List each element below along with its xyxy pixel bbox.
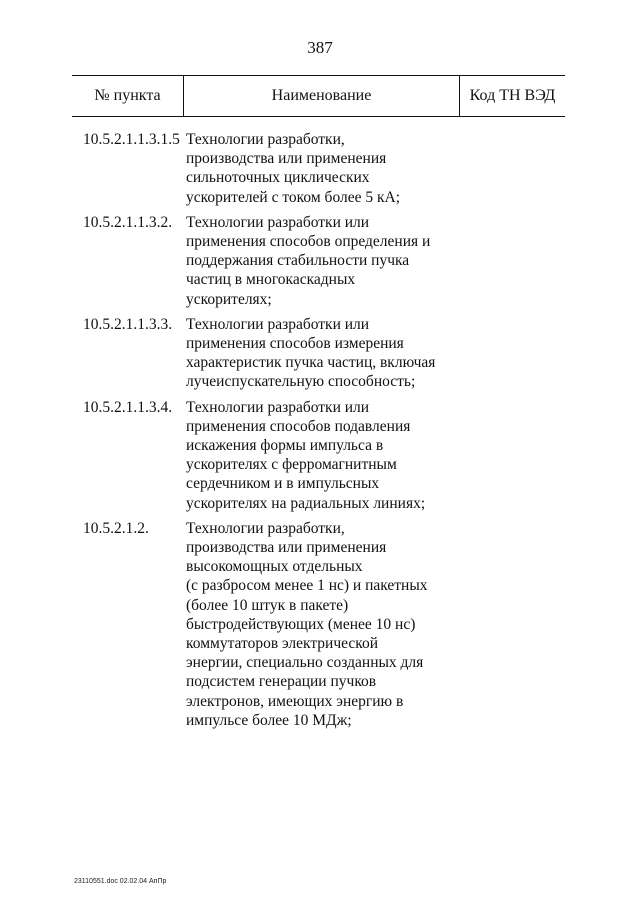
table-row [83, 315, 563, 392]
table-row [83, 213, 563, 309]
item-number: 10.5.2.1.1.3.2. [83, 213, 173, 231]
description-line: поддержания стабильности пучка [186, 252, 410, 270]
item-description [186, 213, 476, 309]
table-header [72, 75, 565, 117]
description-line: применения способов определения и [186, 233, 431, 251]
page-number: 387 [307, 38, 333, 57]
table-row [83, 130, 563, 207]
item-description [186, 519, 476, 730]
header-item-number: № пункта [72, 76, 184, 116]
description-line: производства или применения [186, 150, 387, 168]
description-line: энергии, специально созданных для [186, 654, 424, 672]
item-number: 10.5.2.1.1.3.3. [83, 315, 173, 333]
description-line: высокомощных отдельных [186, 558, 363, 576]
description-line: ускорителях на радиальных линиях; [186, 494, 426, 512]
description-line: частиц в многокаскадных [186, 271, 356, 289]
description-line: искажения формы импульса в [186, 437, 384, 455]
description-line: коммутаторов электрической [186, 635, 379, 653]
description-line: производства или применения [186, 539, 387, 557]
header-tn-ved-code: Код ТН ВЭД [469, 87, 556, 104]
description-line: применения способов измерения [186, 335, 404, 353]
item-number: 10.5.2.1.1.3.1.5 [83, 131, 180, 148]
header-name: Наименование [184, 76, 460, 116]
table-body [83, 130, 563, 736]
item-description [186, 398, 476, 513]
description-line: Технологии разработки, [186, 519, 345, 537]
description-line: быстродействующих (менее 10 нс) [186, 615, 416, 633]
table-row [83, 519, 563, 730]
item-description [186, 315, 476, 392]
description-line: Технологии разработки или [186, 398, 370, 416]
description-line: Технологии разработки, [186, 131, 345, 148]
description-line: Технологии разработки или [186, 315, 370, 333]
description-line: сердечником и в импульсных [186, 475, 380, 493]
item-number: 10.5.2.1.2. [83, 519, 149, 537]
description-line: (более 10 штук в пакете) [186, 596, 349, 614]
item-number: 10.5.2.1.1.3.4. [83, 398, 173, 416]
table-row [83, 398, 563, 513]
description-line: подсистем генерации пучков [186, 673, 377, 691]
description-line: характеристик пучка частиц, включая [186, 354, 436, 372]
description-line: Технологии разработки или [186, 213, 370, 231]
description-line: ускорителей с током более 5 кА; [186, 188, 401, 206]
item-description [186, 130, 476, 207]
description-line: сильноточных циклических [186, 169, 370, 187]
description-line: (с разбросом менее 1 нс) и пакетных [186, 577, 428, 595]
description-line: электронов, имеющих энергию в [186, 692, 404, 710]
description-line: импульсе более 10 МДж; [186, 711, 352, 729]
description-line: ускорителях с ферромагнитным [186, 456, 397, 474]
description-line: лучеиспускательную способность; [186, 373, 416, 391]
footer-file-code: 23110551.doc 02.02.04 АпПр [74, 878, 167, 885]
description-line: ускорителях; [186, 290, 272, 308]
description-line: применения способов подавления [186, 417, 411, 435]
